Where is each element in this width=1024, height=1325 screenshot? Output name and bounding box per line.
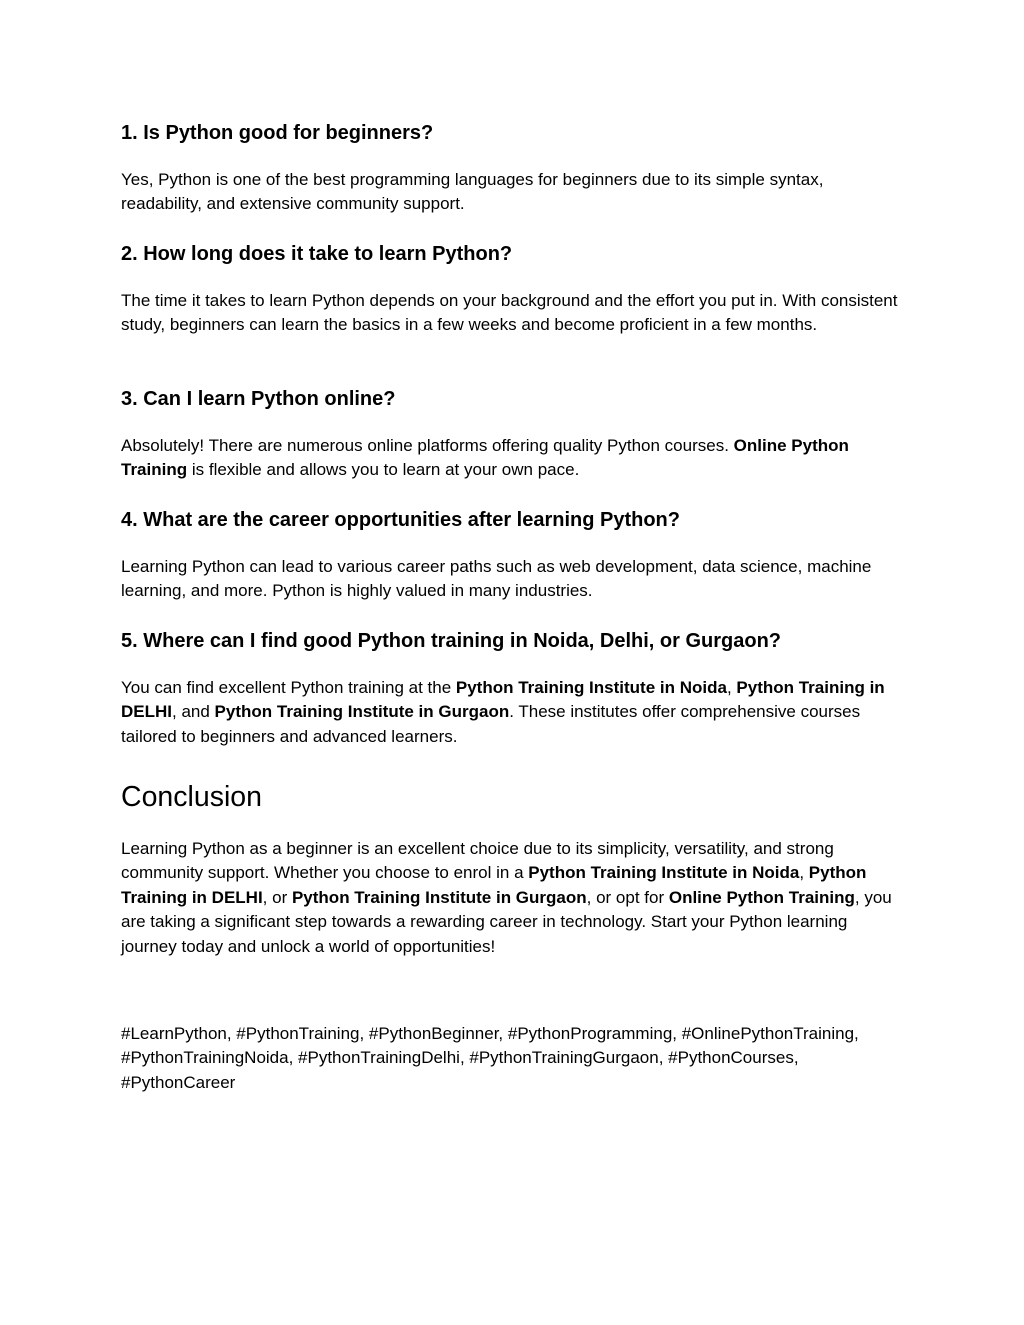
faq-answer-1 [121, 168, 901, 217]
text-run: , or opt for [586, 887, 669, 907]
bold-phrase: Python Training Institute in Gurgaon [291, 887, 587, 907]
conclusion-heading: Conclusion [121, 781, 262, 813]
bold-phrase: Python Training Institute in Noida [455, 678, 727, 697]
faq-answer-5 [121, 676, 901, 749]
text-run: Absolutely! There are numerous online platforms offering quality Python courses. [121, 436, 734, 455]
text-run: . These institutes offer comprehensive courses tailored to beginners and advanced learners. [121, 702, 861, 746]
bold-phrase: Python Training Institute in Gurgaon [214, 702, 510, 722]
bold-phrase: Python Training in DELHI [121, 863, 867, 907]
faq-question-2: 2. How long does it take to learn Python? [121, 243, 513, 265]
text-run: You can find excellent Python training at the [121, 678, 456, 697]
bold-phrase: Python Training in DELHI [121, 678, 885, 722]
text-run: , [726, 678, 737, 697]
faq-question-1: 1. Is Python good for beginners? [121, 122, 434, 144]
faq-question-4: 4. What are the career opportunities after learning Python? [121, 509, 680, 531]
bold-phrase: Online Python Training [668, 887, 855, 907]
faq-answer-3 [121, 434, 901, 483]
text-run: , [799, 863, 809, 883]
bold-phrase: Python Training Institute in Noida [528, 863, 800, 883]
text-run: , or [262, 887, 292, 907]
faq-question-3: 3. Can I learn Python online? [121, 388, 396, 410]
faq-answer-2 [121, 289, 901, 338]
bold-phrase: Online Python Training [121, 436, 849, 480]
faq-answer-4 [121, 555, 901, 604]
hashtag-list: #LearnPython, #PythonTraining, #PythonBeginner, #PythonProgramming, #OnlinePythonTraining, #PythonTrainingNoida, #PythonTrainingDelhi, #PythonTrainingGurgaon, #PythonCourses, #PythonCareer [121, 1024, 859, 1092]
text-run: , and [172, 702, 215, 722]
text-run: Learning Python can lead to various career paths such as web development, data science, machine learning, and more. Python is highly valued in many industries. [121, 557, 872, 601]
faq-question-5: 5. Where can I find good Python training in Noida, Delhi, or Gurgaon? [121, 630, 782, 652]
text-run: is flexible and allows you to learn at your own pace. [187, 460, 580, 480]
conclusion-body [121, 837, 901, 959]
text-run: Yes, Python is one of the best programming languages for beginners due to its simple syntax, readability, and extensive community support. [121, 170, 824, 214]
text-run: The time it takes to learn Python depends on your background and the effort you put in. With consistent study, beginners can learn the basics in a few weeks and become proficient in a few months. [121, 291, 898, 335]
text-run: Learning Python as a beginner is an excellent choice due to its simplicity, versatility, and strong community support. Whether you choose to enrol in a [121, 839, 834, 883]
text-run: , you are taking a significant step towards a rewarding career in technology. Start your Python learning journey today and unlock a world of opportunities! [121, 887, 892, 956]
